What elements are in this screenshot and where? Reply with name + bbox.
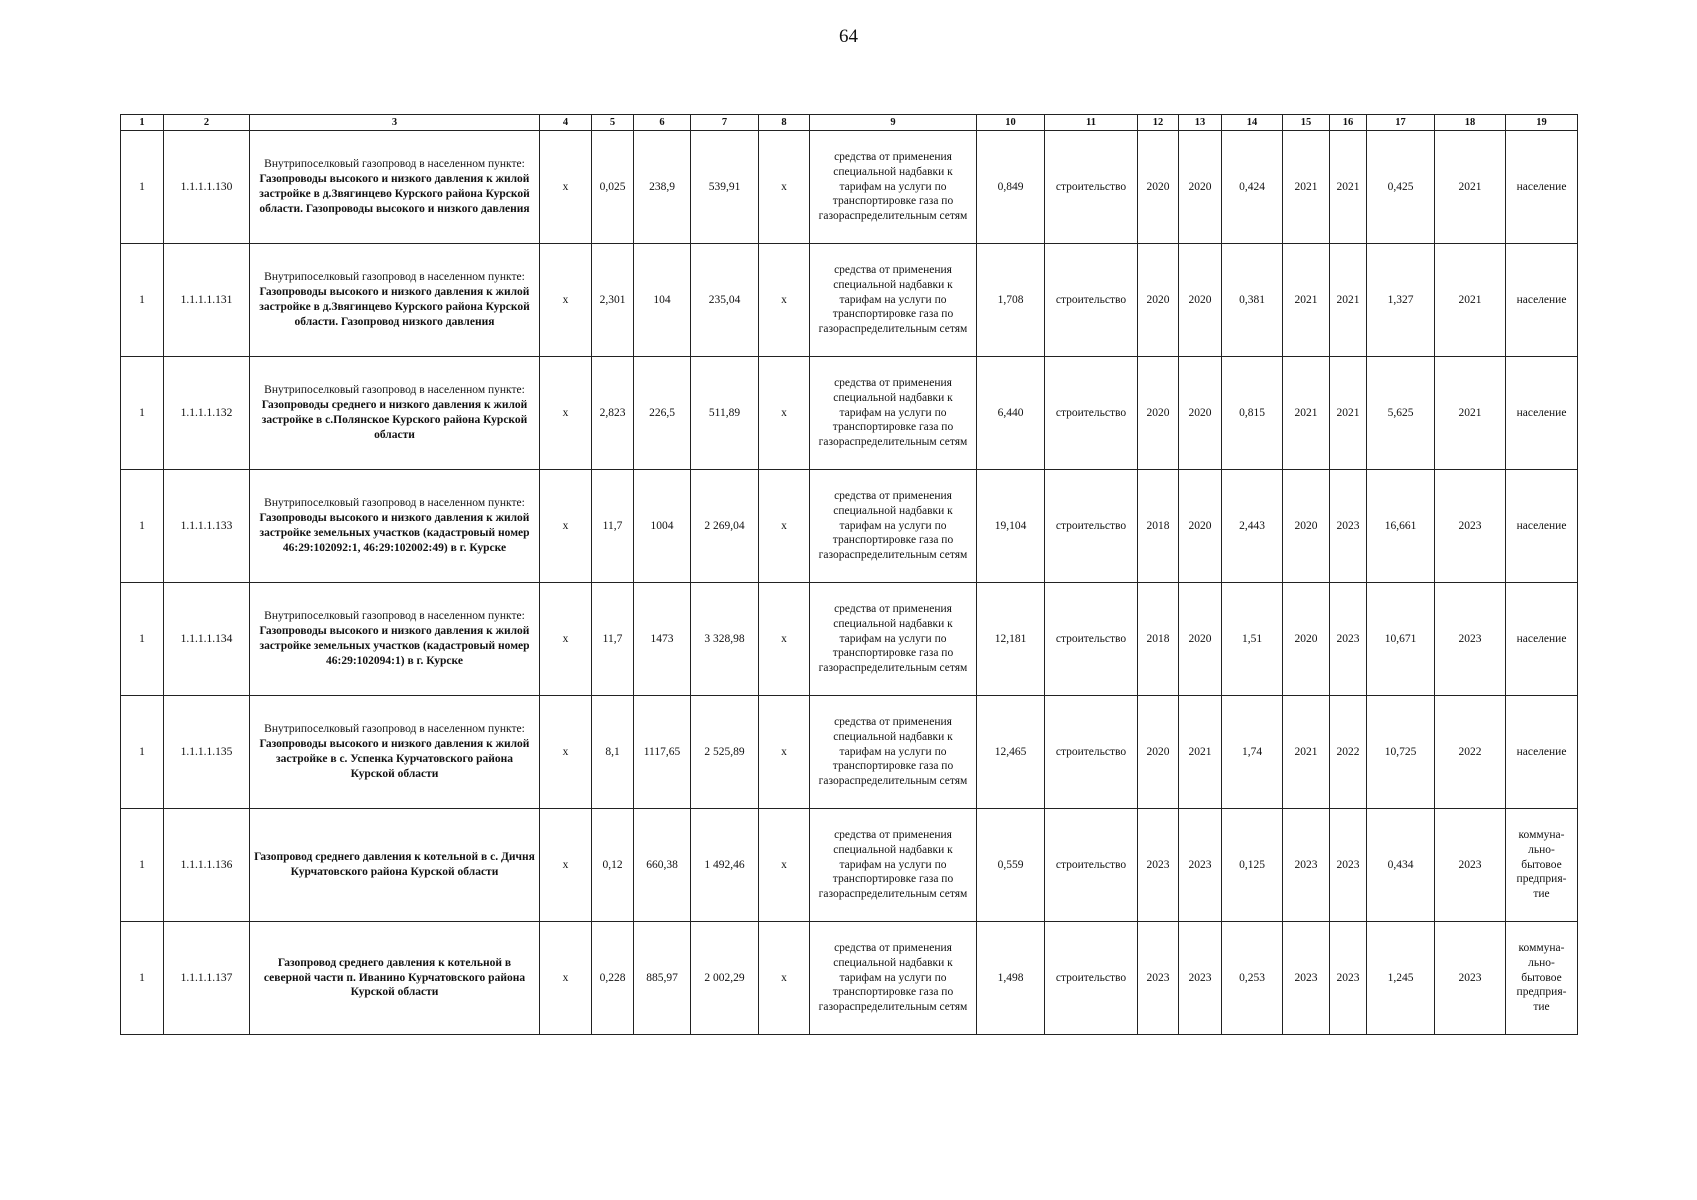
stage2-cost-cell: 16,661 (1367, 470, 1435, 583)
section-cell: 1 (121, 131, 164, 244)
object-name-cell (250, 922, 540, 1035)
stage1-year-cell: 2023 (1283, 922, 1330, 1035)
stage1-cost-cell: 0,253 (1222, 922, 1283, 1035)
code-cell: 1.1.1.1.136 (164, 809, 250, 922)
stage1-year-cell: 2021 (1283, 131, 1330, 244)
object-name-cell (250, 357, 540, 470)
section-cell: 1 (121, 470, 164, 583)
end-year-cell: 2023 (1179, 809, 1222, 922)
cost-cell: 19,104 (977, 470, 1045, 583)
object-name-text: Газопровод среднего давления к котельной в северной части п. Иванино Курчатовского района Курской области (263, 956, 526, 999)
table-row (121, 922, 1578, 1035)
capacity-cell: 511,89 (691, 357, 759, 470)
stage2-cost-cell: 1,327 (1367, 244, 1435, 357)
start-year-cell: 2020 (1138, 357, 1179, 470)
object-name-cell (250, 470, 540, 583)
unit-cell: х (540, 470, 592, 583)
stage2-cost-cell: 1,245 (1367, 922, 1435, 1035)
cost-cell: 6,440 (977, 357, 1045, 470)
gas-pipeline-table (120, 114, 1578, 1035)
completion-year-cell: 2023 (1435, 809, 1506, 922)
diameter-cell: 1473 (634, 583, 691, 696)
mark-cell: х (759, 583, 810, 696)
end-year-cell: 2021 (1179, 696, 1222, 809)
work-type-cell: строительство (1045, 131, 1138, 244)
section-cell: 1 (121, 922, 164, 1035)
object-name-text: Газопроводы высокого и низкого давления к жилой застройке в д.Звягинцево Курского района Курской области. Газопровод низкого давления (259, 286, 530, 328)
stage2-year-cell: 2022 (1330, 696, 1367, 809)
completion-year-cell: 2021 (1435, 357, 1506, 470)
funding-source-cell: средства от применения специальной надбавки к тарифам на услуги по транспортировке газа по газораспределительным сетям (810, 357, 977, 470)
column-number-18: 18 (1435, 115, 1506, 131)
completion-year-cell: 2023 (1435, 583, 1506, 696)
stage1-cost-cell: 0,381 (1222, 244, 1283, 357)
code-cell: 1.1.1.1.137 (164, 922, 250, 1035)
stage1-cost-cell: 1,51 (1222, 583, 1283, 696)
object-name-text: Газопроводы высокого и низкого давления к жилой застройке в д.Звягинцево Курского района Курской области. Газопроводы высокого и низкого давления (259, 173, 530, 215)
code-cell: 1.1.1.1.134 (164, 583, 250, 696)
consumer-cell: население (1506, 244, 1578, 357)
column-number-10: 10 (977, 115, 1045, 131)
consumer-cell: население (1506, 131, 1578, 244)
column-number-6: 6 (634, 115, 691, 131)
stage2-year-cell: 2023 (1330, 583, 1367, 696)
consumer-cell: коммуна-льно-бытовое предприя-тие (1506, 809, 1578, 922)
stage1-cost-cell: 0,424 (1222, 131, 1283, 244)
diameter-cell: 238,9 (634, 131, 691, 244)
object-name-lead: Внутрипоселковый газопровод в населенном пункте: (264, 723, 525, 736)
capacity-cell: 539,91 (691, 131, 759, 244)
completion-year-cell: 2021 (1435, 244, 1506, 357)
cost-cell: 12,465 (977, 696, 1045, 809)
end-year-cell: 2023 (1179, 922, 1222, 1035)
end-year-cell: 2020 (1179, 244, 1222, 357)
diameter-cell: 226,5 (634, 357, 691, 470)
table-row (121, 470, 1578, 583)
stage2-year-cell: 2023 (1330, 809, 1367, 922)
length-cell: 0,12 (592, 809, 634, 922)
column-number-9: 9 (810, 115, 977, 131)
stage1-cost-cell: 1,74 (1222, 696, 1283, 809)
capacity-cell: 1 492,46 (691, 809, 759, 922)
start-year-cell: 2020 (1138, 131, 1179, 244)
unit-cell: х (540, 696, 592, 809)
column-number-5: 5 (592, 115, 634, 131)
column-number-15: 15 (1283, 115, 1330, 131)
unit-cell: х (540, 357, 592, 470)
code-cell: 1.1.1.1.131 (164, 244, 250, 357)
cost-cell: 0,559 (977, 809, 1045, 922)
consumer-cell: население (1506, 696, 1578, 809)
start-year-cell: 2023 (1138, 922, 1179, 1035)
object-name-cell (250, 583, 540, 696)
start-year-cell: 2018 (1138, 583, 1179, 696)
code-cell: 1.1.1.1.132 (164, 357, 250, 470)
cost-cell: 1,498 (977, 922, 1045, 1035)
length-cell: 2,301 (592, 244, 634, 357)
section-cell: 1 (121, 696, 164, 809)
funding-source-cell: средства от применения специальной надбавки к тарифам на услуги по транспортировке газа по газораспределительным сетям (810, 131, 977, 244)
mark-cell: х (759, 470, 810, 583)
length-cell: 0,228 (592, 922, 634, 1035)
stage1-cost-cell: 0,125 (1222, 809, 1283, 922)
consumer-cell: население (1506, 470, 1578, 583)
completion-year-cell: 2023 (1435, 922, 1506, 1035)
stage2-year-cell: 2023 (1330, 470, 1367, 583)
funding-source-cell: средства от применения специальной надбавки к тарифам на услуги по транспортировке газа по газораспределительным сетям (810, 922, 977, 1035)
stage2-year-cell: 2021 (1330, 131, 1367, 244)
funding-source-cell: средства от применения специальной надбавки к тарифам на услуги по транспортировке газа по газораспределительным сетям (810, 244, 977, 357)
completion-year-cell: 2022 (1435, 696, 1506, 809)
section-cell: 1 (121, 809, 164, 922)
end-year-cell: 2020 (1179, 583, 1222, 696)
work-type-cell: строительство (1045, 583, 1138, 696)
length-cell: 11,7 (592, 583, 634, 696)
section-cell: 1 (121, 357, 164, 470)
column-number-4: 4 (540, 115, 592, 131)
completion-year-cell: 2023 (1435, 470, 1506, 583)
table-row (121, 583, 1578, 696)
stage1-year-cell: 2020 (1283, 470, 1330, 583)
column-number-1: 1 (121, 115, 164, 131)
stage2-cost-cell: 10,725 (1367, 696, 1435, 809)
work-type-cell: строительство (1045, 922, 1138, 1035)
stage1-year-cell: 2023 (1283, 809, 1330, 922)
object-name-lead: Внутрипоселковый газопровод в населенном пункте: (264, 610, 525, 623)
stage2-year-cell: 2023 (1330, 922, 1367, 1035)
stage2-year-cell: 2021 (1330, 357, 1367, 470)
capacity-cell: 2 525,89 (691, 696, 759, 809)
object-name-text: Газопроводы среднего и низкого давления к жилой застройке в с.Полянское Курского района Курской области (261, 399, 528, 441)
stage1-year-cell: 2021 (1283, 244, 1330, 357)
cost-cell: 0,849 (977, 131, 1045, 244)
table-row (121, 131, 1578, 244)
capacity-cell: 3 328,98 (691, 583, 759, 696)
mark-cell: х (759, 244, 810, 357)
object-name-lead: Внутрипоселковый газопровод в населенном пункте: (264, 158, 525, 171)
completion-year-cell: 2021 (1435, 131, 1506, 244)
end-year-cell: 2020 (1179, 131, 1222, 244)
start-year-cell: 2020 (1138, 696, 1179, 809)
mark-cell: х (759, 809, 810, 922)
mark-cell: х (759, 922, 810, 1035)
column-number-13: 13 (1179, 115, 1222, 131)
capacity-cell: 2 002,29 (691, 922, 759, 1035)
object-name-cell (250, 131, 540, 244)
column-number-8: 8 (759, 115, 810, 131)
stage1-year-cell: 2021 (1283, 696, 1330, 809)
start-year-cell: 2023 (1138, 809, 1179, 922)
stage1-cost-cell: 0,815 (1222, 357, 1283, 470)
table-row (121, 357, 1578, 470)
stage2-cost-cell: 0,425 (1367, 131, 1435, 244)
work-type-cell: строительство (1045, 244, 1138, 357)
unit-cell: х (540, 131, 592, 244)
length-cell: 11,7 (592, 470, 634, 583)
unit-cell: х (540, 809, 592, 922)
unit-cell: х (540, 922, 592, 1035)
consumer-cell: население (1506, 583, 1578, 696)
code-cell: 1.1.1.1.133 (164, 470, 250, 583)
length-cell: 0,025 (592, 131, 634, 244)
diameter-cell: 1117,65 (634, 696, 691, 809)
object-name-lead: Внутрипоселковый газопровод в населенном пункте: (264, 271, 525, 284)
stage1-cost-cell: 2,443 (1222, 470, 1283, 583)
column-number-12: 12 (1138, 115, 1179, 131)
object-name-cell (250, 696, 540, 809)
column-number-17: 17 (1367, 115, 1435, 131)
table-row (121, 696, 1578, 809)
funding-source-cell: средства от применения специальной надбавки к тарифам на услуги по транспортировке газа по газораспределительным сетям (810, 470, 977, 583)
diameter-cell: 104 (634, 244, 691, 357)
column-number-2: 2 (164, 115, 250, 131)
work-type-cell: строительство (1045, 470, 1138, 583)
unit-cell: х (540, 244, 592, 357)
object-name-text: Газопроводы высокого и низкого давления к жилой застройке в с. Успенка Курчатовского района Курской области (259, 738, 530, 780)
stage2-cost-cell: 5,625 (1367, 357, 1435, 470)
section-cell: 1 (121, 244, 164, 357)
column-number-3: 3 (250, 115, 540, 131)
diameter-cell: 660,38 (634, 809, 691, 922)
column-number-19: 19 (1506, 115, 1578, 131)
object-name-text: Газопроводы высокого и низкого давления к жилой застройке земельных участков (кадастровый номер 46:29:102094:1) в г. Курске (259, 625, 530, 667)
length-cell: 2,823 (592, 357, 634, 470)
capacity-cell: 235,04 (691, 244, 759, 357)
column-number-7: 7 (691, 115, 759, 131)
mark-cell: х (759, 131, 810, 244)
page-number: 64 (839, 26, 858, 47)
work-type-cell: строительство (1045, 696, 1138, 809)
stage2-cost-cell: 10,671 (1367, 583, 1435, 696)
consumer-cell: население (1506, 357, 1578, 470)
stage2-cost-cell: 0,434 (1367, 809, 1435, 922)
table-body (121, 131, 1578, 1035)
consumer-cell: коммуна-льно-бытовое предприя-тие (1506, 922, 1578, 1035)
funding-source-cell: средства от применения специальной надбавки к тарифам на услуги по транспортировке газа по газораспределительным сетям (810, 583, 977, 696)
object-name-lead: Внутрипоселковый газопровод в населенном пункте: (264, 497, 525, 510)
end-year-cell: 2020 (1179, 470, 1222, 583)
section-cell: 1 (121, 583, 164, 696)
start-year-cell: 2020 (1138, 244, 1179, 357)
mark-cell: х (759, 357, 810, 470)
object-name-text: Газопровод среднего давления к котельной в с. Дичня Курчатовского района Курской области (254, 851, 535, 878)
column-number-14: 14 (1222, 115, 1283, 131)
length-cell: 8,1 (592, 696, 634, 809)
table-row (121, 809, 1578, 922)
capacity-cell: 2 269,04 (691, 470, 759, 583)
code-cell: 1.1.1.1.135 (164, 696, 250, 809)
column-number-11: 11 (1045, 115, 1138, 131)
start-year-cell: 2018 (1138, 470, 1179, 583)
stage2-year-cell: 2021 (1330, 244, 1367, 357)
column-number-16: 16 (1330, 115, 1367, 131)
code-cell: 1.1.1.1.130 (164, 131, 250, 244)
stage1-year-cell: 2021 (1283, 357, 1330, 470)
diameter-cell: 885,97 (634, 922, 691, 1035)
object-name-text: Газопроводы высокого и низкого давления к жилой застройке земельных участков (кадастровый номер 46:29:102092:1, 46:29:102002:49) в г. Курске (259, 512, 530, 554)
stage1-year-cell: 2020 (1283, 583, 1330, 696)
work-type-cell: строительство (1045, 809, 1138, 922)
diameter-cell: 1004 (634, 470, 691, 583)
funding-source-cell: средства от применения специальной надбавки к тарифам на услуги по транспортировке газа по газораспределительным сетям (810, 809, 977, 922)
unit-cell: х (540, 583, 592, 696)
work-type-cell: строительство (1045, 357, 1138, 470)
object-name-cell (250, 244, 540, 357)
column-number-header (121, 115, 1578, 131)
funding-source-cell: средства от применения специальной надбавки к тарифам на услуги по транспортировке газа по газораспределительным сетям (810, 696, 977, 809)
object-name-lead: Внутрипоселковый газопровод в населенном пункте: (264, 384, 525, 397)
mark-cell: х (759, 696, 810, 809)
table-row (121, 244, 1578, 357)
end-year-cell: 2020 (1179, 357, 1222, 470)
cost-cell: 12,181 (977, 583, 1045, 696)
cost-cell: 1,708 (977, 244, 1045, 357)
object-name-cell (250, 809, 540, 922)
